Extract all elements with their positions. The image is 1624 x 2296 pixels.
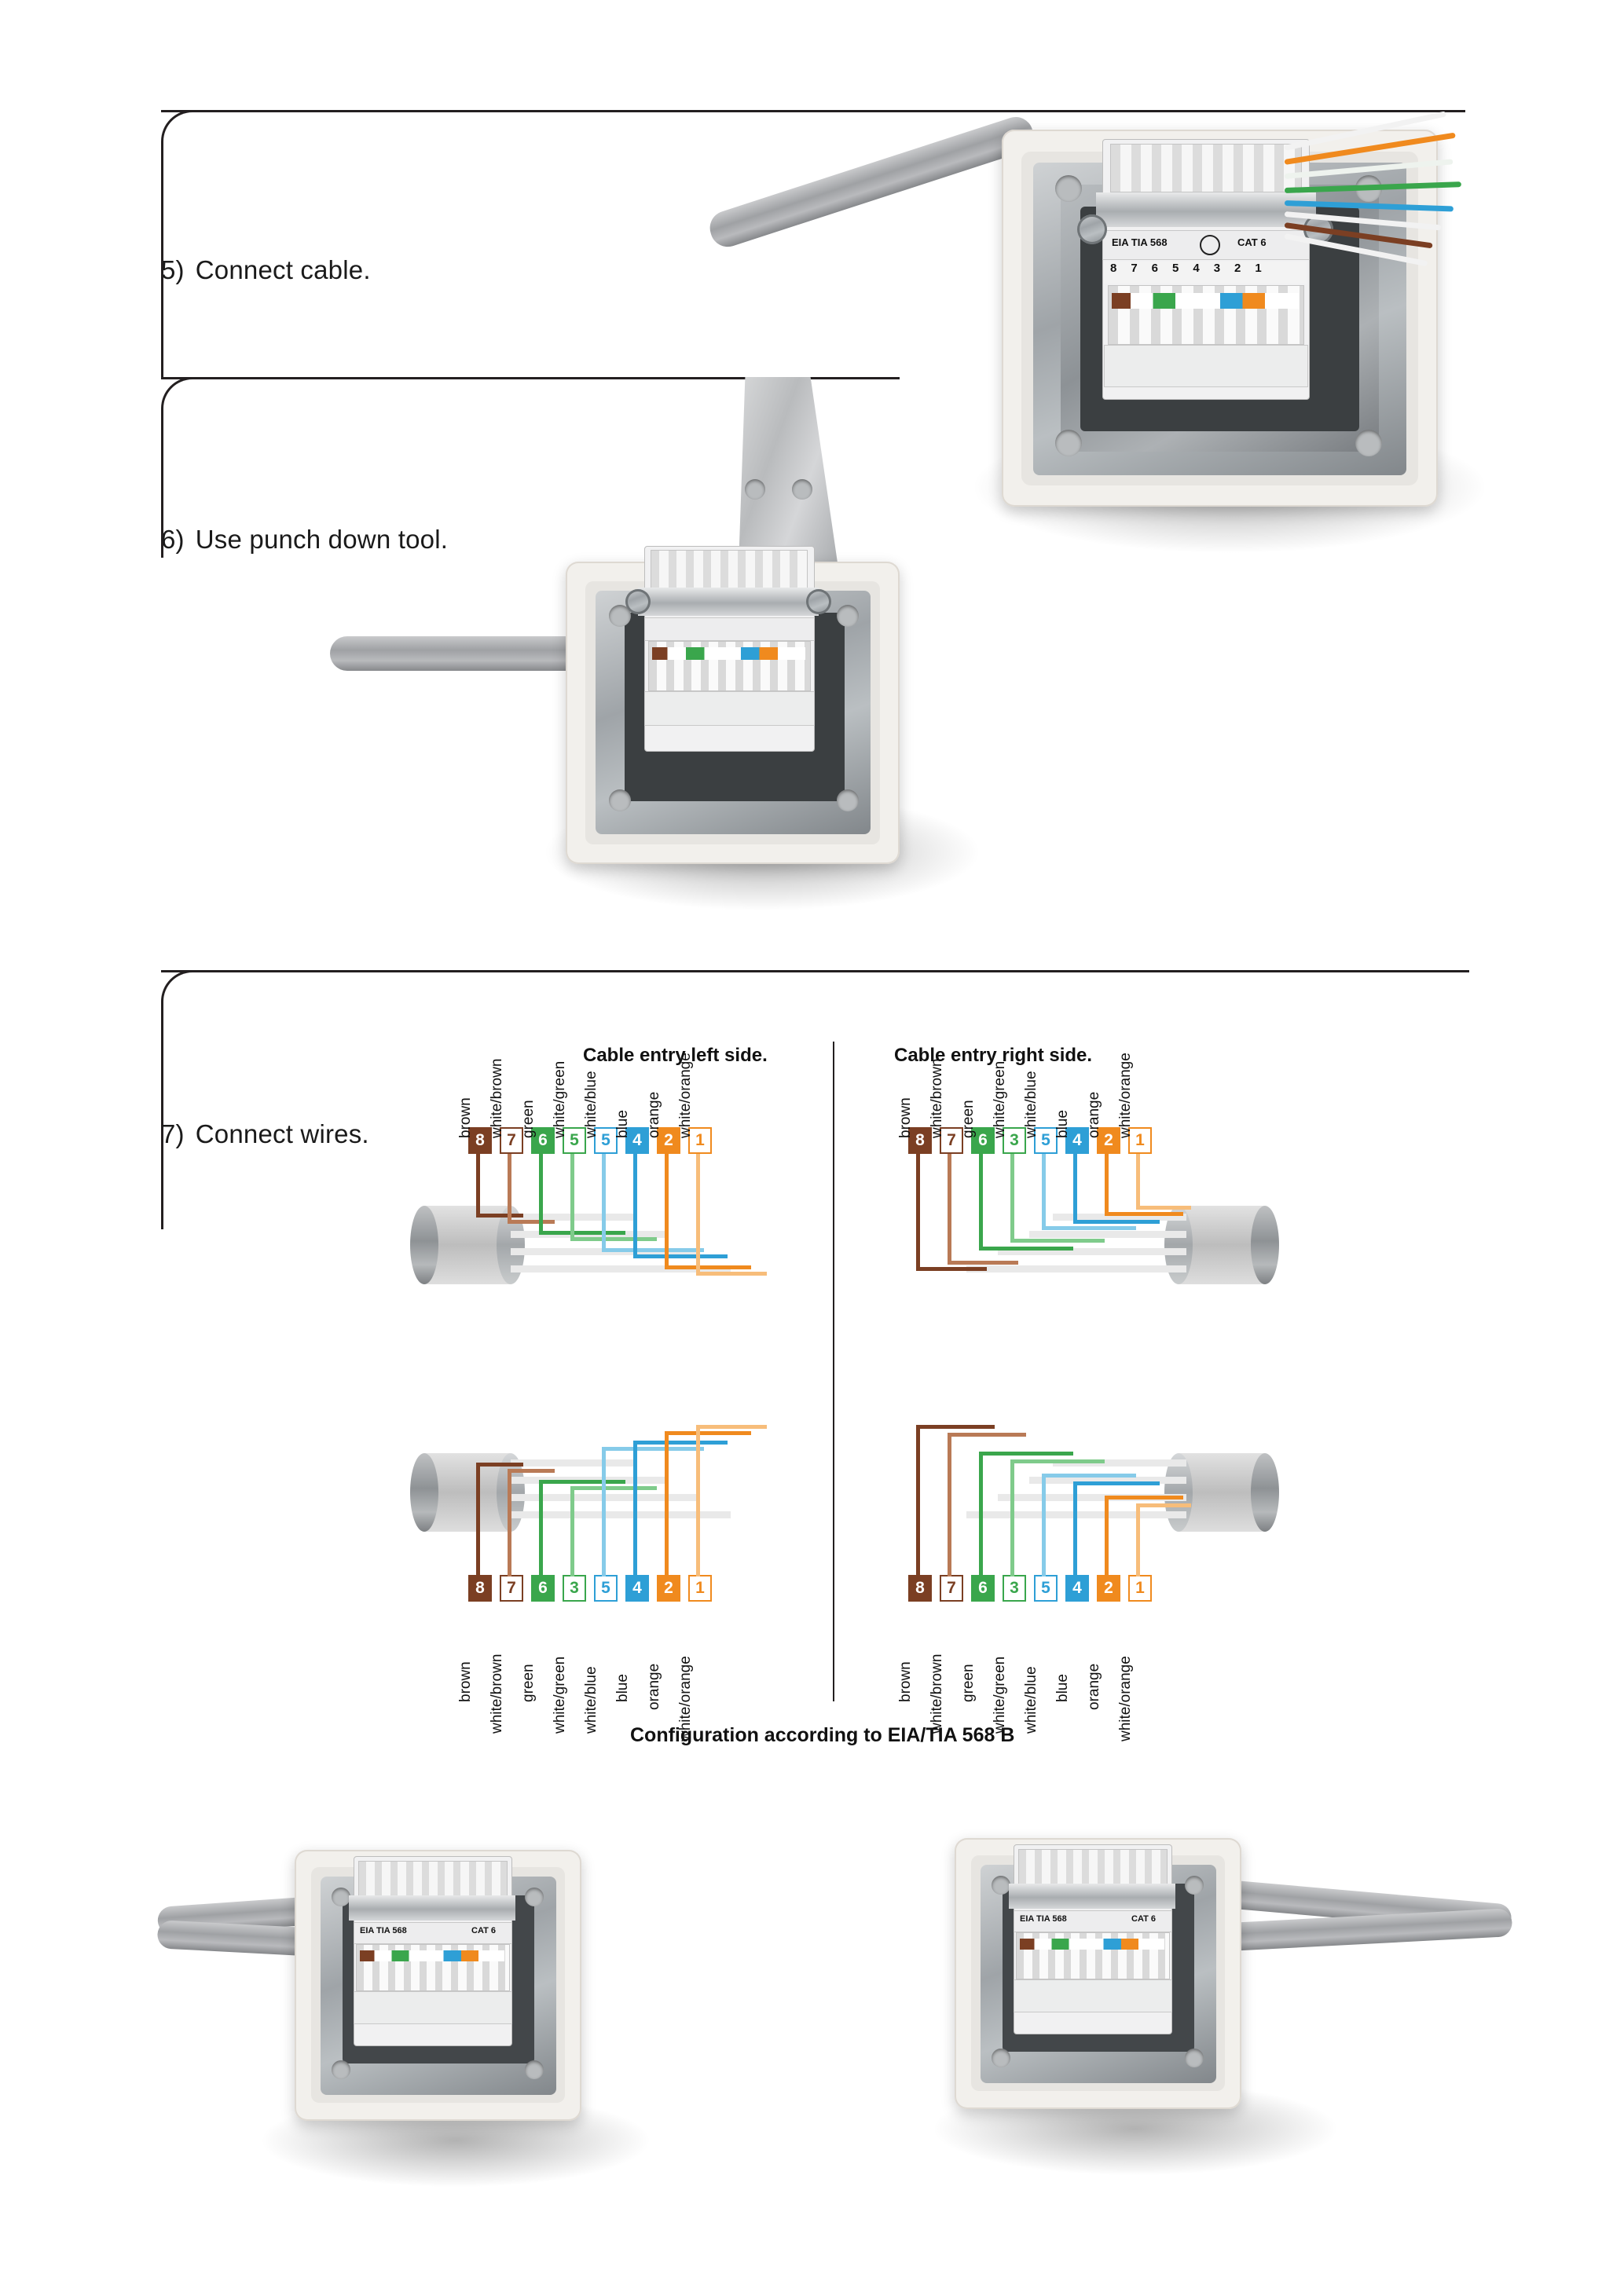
step-5-text: Connect cable. [195, 255, 371, 284]
run-bl-white-orange-v [696, 1425, 700, 1576]
shield-band-4 [1009, 1884, 1175, 1909]
label-tr-white-green: white/green [992, 1060, 1008, 1138]
label-tr-blue: blue [1054, 1110, 1071, 1138]
run-tl-brown-v [476, 1154, 480, 1217]
idc-colour-chips [1112, 293, 1299, 309]
run-br-brown-v [916, 1425, 920, 1576]
run-tl-orange-v [665, 1154, 669, 1265]
step-7-label [161, 1119, 369, 1149]
pin-br-8: 8 [908, 1575, 932, 1602]
label-bl-brown: brown [457, 1661, 474, 1702]
run-bl-green-v [539, 1480, 543, 1576]
label-tr-orange: orange [1086, 1091, 1102, 1138]
run-tr-orange-v [1105, 1154, 1109, 1215]
run-tr-orange-h [1105, 1212, 1183, 1216]
module-foot-3 [354, 1991, 512, 2024]
label-tl-white-green: white/green [552, 1060, 568, 1138]
idc-colour-chips-4 [1020, 1939, 1164, 1950]
shield-band [1096, 192, 1316, 227]
pin-tl-5: 5 [563, 1127, 586, 1154]
run-tl-white-brown-v [508, 1154, 511, 1223]
pin-bl-1: 1 [688, 1575, 712, 1602]
run-tl-orange-h [665, 1265, 751, 1269]
run-tl-brown-h [476, 1214, 523, 1218]
run-bl-blue-v [633, 1441, 637, 1576]
run-tl-white-blue-v [602, 1154, 606, 1248]
screw-hole-bottom-right [1355, 430, 1382, 456]
shield-band-2 [638, 588, 819, 616]
step-6-text: Use punch down tool. [195, 525, 449, 554]
diagram-title-left: Cable entry left side. [583, 1045, 768, 1066]
run-bl-white-brown-v [508, 1469, 511, 1576]
screw-hole-3-bl [332, 2060, 350, 2079]
run-br-white-brown-v [948, 1433, 951, 1576]
module-foot-4 [1014, 1979, 1172, 2012]
label-tl-white-orange: white/orange [677, 1053, 694, 1138]
diagram-title-right: Cable entry right side. [894, 1045, 1093, 1066]
run-bl-orange-h [665, 1431, 751, 1435]
run-br-brown-h [916, 1425, 995, 1429]
screw-right-2 [806, 589, 831, 614]
idc-comb-3-top [358, 1861, 508, 1897]
run-bl-brown-h [476, 1463, 523, 1467]
run-tr-white-blue-v [1042, 1154, 1046, 1229]
run-tl-blue-h [633, 1254, 728, 1258]
label-bl-orange: orange [646, 1663, 662, 1710]
pin-bl-5: 3 [563, 1575, 586, 1602]
run-tl-white-green-v [570, 1154, 574, 1239]
label-tl-green: green [520, 1100, 537, 1138]
strand-bl-1 [511, 1459, 636, 1467]
screw-hole-2-bl [609, 789, 631, 811]
run-tr-green-v [979, 1154, 983, 1250]
pin-tr-2: 2 [1097, 1127, 1120, 1154]
screw-left [1077, 214, 1107, 244]
label-bl-white-green: white/green [552, 1656, 568, 1734]
run-bl-white-blue-v [602, 1447, 606, 1576]
idc-comb-2-top [651, 550, 808, 589]
idc-colour-chips-2 [652, 647, 805, 660]
pin-tl-4: 5 [594, 1127, 618, 1154]
step-7-number: 7) [161, 1119, 185, 1148]
screw-hole-4-tr [1185, 1876, 1204, 1895]
run-tl-white-orange-v [696, 1154, 700, 1272]
step-5-number: 5) [161, 255, 185, 284]
screw-hole-4-br [1185, 2049, 1204, 2067]
screw-hole-2-br [837, 789, 859, 811]
run-br-blue-h [1073, 1481, 1160, 1485]
run-tl-green-h [539, 1231, 625, 1235]
run-tr-brown-h [916, 1267, 987, 1271]
run-tr-blue-v [1073, 1154, 1077, 1223]
idc-numbers-row: 87654321 [1104, 262, 1307, 284]
run-tl-white-green-h [570, 1237, 657, 1241]
label-br-green: green [960, 1664, 977, 1702]
run-tr-white-orange-v [1136, 1154, 1140, 1209]
label-br-brown: brown [897, 1661, 914, 1702]
strand-tr-2 [1029, 1231, 1186, 1238]
pin-br-4: 5 [1034, 1575, 1058, 1602]
diagram-quadrant-bottom-right [864, 1414, 1265, 1741]
label-br-white-blue: white/blue [1023, 1666, 1039, 1734]
run-br-white-brown-h [948, 1433, 1026, 1437]
label-tl-white-blue: white/blue [583, 1071, 599, 1138]
label-br-white-green: white/green [992, 1656, 1008, 1734]
pin-br-5: 3 [1003, 1575, 1026, 1602]
label-bl-blue: blue [614, 1674, 631, 1702]
run-br-white-blue-v [1042, 1474, 1046, 1576]
diagram-divider [833, 1042, 834, 1701]
run-tl-white-brown-h [508, 1220, 555, 1224]
label-tl-brown: brown [457, 1097, 474, 1138]
module-label-standard: EIA TIA 568 [1112, 236, 1168, 248]
run-tl-white-blue-h [602, 1248, 704, 1252]
pin-bl-4: 5 [594, 1575, 618, 1602]
label-bl-white-orange: white/orange [677, 1656, 694, 1741]
label-br-blue: blue [1054, 1674, 1071, 1702]
label-tr-white-brown: white/brown [929, 1058, 945, 1138]
pin-tr-1: 1 [1128, 1127, 1152, 1154]
run-tr-white-green-v [1010, 1154, 1014, 1242]
pin-tr-7: 7 [940, 1127, 963, 1154]
screw-hole-top-left [1055, 175, 1082, 202]
run-br-white-orange-h [1136, 1503, 1191, 1507]
module-label-category: CAT 6 [1237, 236, 1267, 248]
run-bl-orange-v [665, 1431, 669, 1576]
pin-tl-6: 6 [531, 1127, 555, 1154]
pin-br-2: 2 [1097, 1575, 1120, 1602]
run-tr-white-brown-v [948, 1154, 951, 1264]
step-6-label [161, 525, 448, 555]
screw-hole-4-tl [992, 1876, 1010, 1895]
label-tr-brown: brown [897, 1097, 914, 1138]
run-tl-white-orange-h [696, 1272, 767, 1276]
step-7-text: Connect wires. [195, 1119, 369, 1148]
pin-tr-3: 4 [1065, 1127, 1089, 1154]
run-bl-white-blue-h [602, 1447, 704, 1451]
run-br-green-h [979, 1452, 1073, 1456]
label-tr-white-orange: white/orange [1117, 1053, 1134, 1138]
pin-br-7: 7 [940, 1575, 963, 1602]
screw-hole-2-tr [837, 605, 859, 627]
run-tr-white-green-h [1010, 1239, 1105, 1243]
label-br-white-orange: white/orange [1117, 1656, 1134, 1741]
cable-jacket-end-tr [1251, 1206, 1279, 1284]
module-label-category-4: CAT 6 [1131, 1914, 1156, 1924]
run-bl-white-green-v [570, 1486, 574, 1576]
idc-comb-top [1110, 144, 1302, 192]
idc-colour-chips-3 [360, 1950, 504, 1961]
wiring-diagram [424, 1021, 1265, 1760]
diagram-caption: Configuration according to EIA/TIA 568 B [630, 1724, 1015, 1746]
pin-bl-6: 6 [531, 1575, 555, 1602]
screw-hole-3-tl [332, 1888, 350, 1906]
screw-hole-4-bl [992, 2049, 1010, 2067]
run-bl-white-brown-h [508, 1469, 555, 1473]
cable-jacket-end-tl [410, 1206, 438, 1284]
cable-jacket-end-bl [410, 1453, 438, 1532]
label-br-white-brown: white/brown [929, 1653, 945, 1734]
pin-br-3: 4 [1065, 1575, 1089, 1602]
idc-comb-4-top [1018, 1849, 1168, 1885]
run-bl-brown-v [476, 1463, 480, 1576]
pin-tr-8: 8 [908, 1127, 932, 1154]
label-bl-green: green [520, 1664, 537, 1702]
tool-screw-1 [745, 479, 765, 500]
pin-bl-2: 2 [657, 1575, 680, 1602]
screw-hole-3-tr [525, 1888, 544, 1906]
pin-tr-4: 5 [1034, 1127, 1058, 1154]
pin-tl-1: 1 [688, 1127, 712, 1154]
pin-tr-6: 6 [971, 1127, 995, 1154]
step-6-number: 6) [161, 525, 185, 554]
label-tl-white-brown: white/brown [489, 1058, 505, 1138]
run-tr-green-h [979, 1247, 1073, 1251]
run-br-white-green-h [1010, 1459, 1105, 1463]
run-br-green-v [979, 1452, 983, 1576]
run-tr-white-brown-h [948, 1261, 1018, 1265]
run-bl-white-orange-h [696, 1425, 767, 1429]
label-tr-white-blue: white/blue [1023, 1071, 1039, 1138]
run-br-white-blue-h [1042, 1474, 1136, 1478]
pin-bl-8: 8 [468, 1575, 492, 1602]
photo-cable-entry-left [157, 1834, 691, 2172]
run-tr-white-blue-h [1042, 1226, 1136, 1230]
label-bl-white-brown: white/brown [489, 1653, 505, 1734]
step-5-label [161, 255, 371, 285]
run-tl-blue-v [633, 1154, 637, 1254]
module-foot [1104, 345, 1308, 387]
diagram-quadrant-bottom-left [424, 1414, 833, 1741]
run-tr-white-orange-h [1136, 1206, 1191, 1210]
pin-tl-8: 8 [468, 1127, 492, 1154]
shield-band-3 [349, 1895, 515, 1921]
label-br-orange: orange [1086, 1663, 1102, 1710]
module-label-strip-2 [644, 617, 815, 641]
run-bl-blue-h [633, 1441, 728, 1445]
tool-screw-2 [792, 479, 812, 500]
run-br-orange-h [1105, 1496, 1183, 1500]
pin-tr-5: 3 [1003, 1127, 1026, 1154]
pin-br-6: 6 [971, 1575, 995, 1602]
module-foot-2 [644, 691, 815, 726]
run-br-orange-v [1105, 1496, 1109, 1576]
pin-bl-3: 4 [625, 1575, 649, 1602]
pin-tl-2: 2 [657, 1127, 680, 1154]
run-bl-white-green-h [570, 1486, 657, 1490]
run-bl-green-h [539, 1480, 625, 1484]
module-label-standard-4: EIA TIA 568 [1020, 1914, 1067, 1924]
label-tl-blue: blue [614, 1110, 631, 1138]
photo-cable-entry-right [915, 1822, 1512, 2160]
screw-left-2 [625, 589, 651, 614]
label-tr-green: green [960, 1100, 977, 1138]
pin-br-1: 1 [1128, 1575, 1152, 1602]
run-br-white-green-v [1010, 1459, 1014, 1576]
module-label-dot [1200, 235, 1220, 255]
label-bl-white-blue: white/blue [583, 1666, 599, 1734]
cable-jacket-end-br [1251, 1453, 1279, 1532]
run-tr-brown-v [916, 1154, 920, 1270]
run-tl-green-v [539, 1154, 543, 1232]
pin-tl-7: 7 [500, 1127, 523, 1154]
photo-punch-down-tool [519, 377, 1084, 919]
run-tr-blue-h [1073, 1220, 1160, 1224]
pin-tl-3: 4 [625, 1127, 649, 1154]
pin-bl-7: 7 [500, 1575, 523, 1602]
module-label-standard-3: EIA TIA 568 [360, 1926, 407, 1935]
label-tl-orange: orange [646, 1091, 662, 1138]
run-br-white-orange-v [1136, 1503, 1140, 1576]
strand-tr-4 [966, 1265, 1186, 1273]
screw-hole-3-br [525, 2060, 544, 2079]
run-br-blue-v [1073, 1481, 1077, 1576]
module-label-category-3: CAT 6 [471, 1926, 496, 1935]
